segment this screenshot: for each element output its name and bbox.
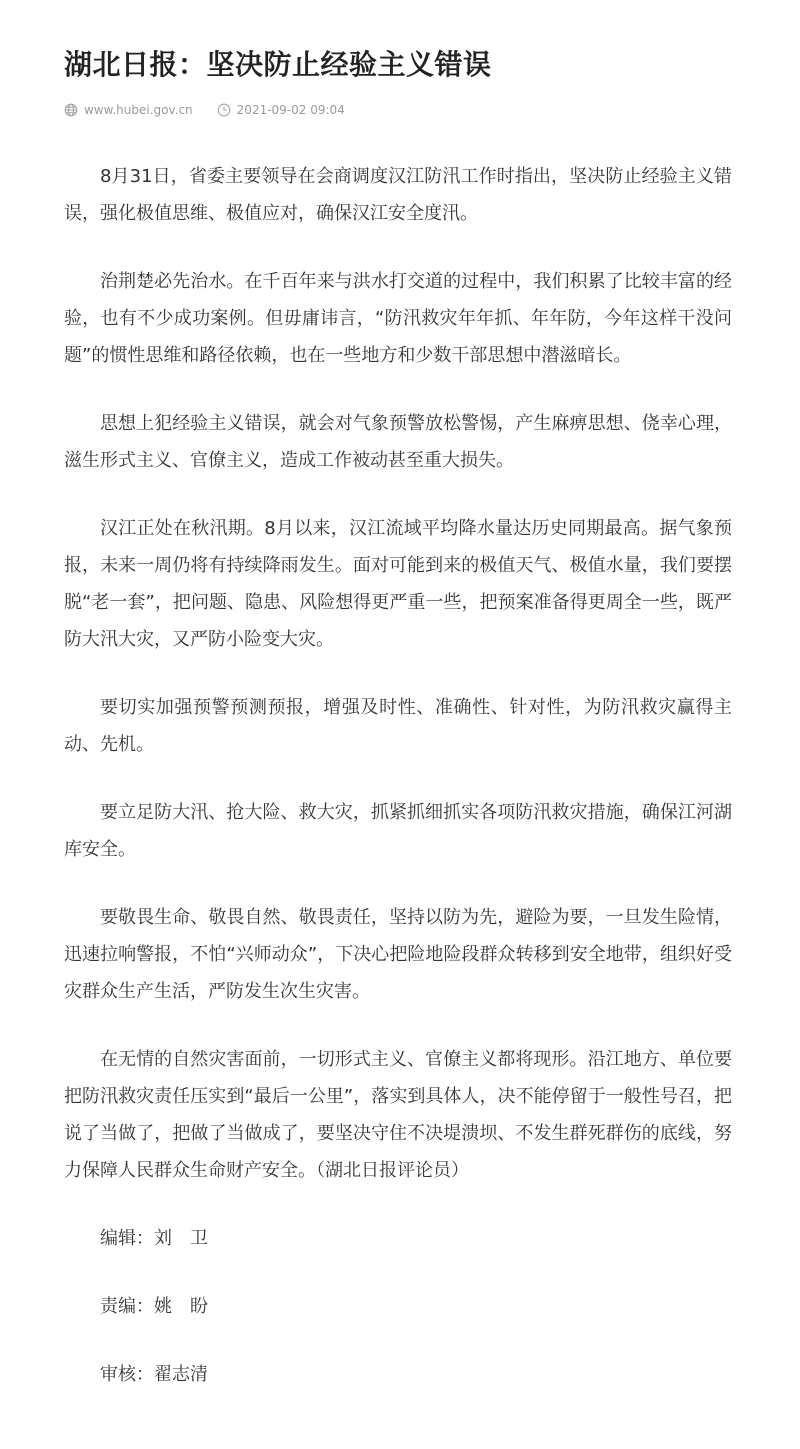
publish-time-text: 2021-09-02 09:04: [236, 103, 345, 117]
article: [64, 40, 732, 1424]
article-paragraph: 要切实加强预警预测预报，增强及时性、准确性、针对性，为防汛救灾赢得主动、先机。: [64, 697, 732, 755]
article-paragraph: 治荆楚必先治水。在千百年来与洪水打交道的过程中，我们积累了比较丰富的经验，也有不少成功案例。但毋庸讳言，“防汛救灾年年抓、年年防，今年这样干没问题”的惯性思维和路径依赖，也在一些地方和少数干部思想中潜滋暗长。: [64, 271, 732, 366]
globe-icon: [64, 103, 78, 117]
publish-time: [217, 103, 345, 117]
reviewer-credit: 审核：翟志清: [100, 1364, 208, 1385]
article-paragraph: 思想上犯经验主义错误，就会对气象预警放松警惕，产生麻痹思想、侥幸心理，滋生形式主义、官僚主义，造成工作被动甚至重大损失。: [64, 413, 732, 471]
article-paragraph: 汉江正处在秋汛期。8月以来，汉江流域平均降水量达历史同期最高。据气象预报，未来一周仍将有持续降雨发生。面对可能到来的极值天气、极值水量，我们要摆脱“老一套”，把问题、隐患、风险想得更严重一些，把预案准备得更周全一些，既严防大汛大灾，又严防小险变大灾。: [64, 518, 732, 650]
article-paragraph: 要敬畏生命、敬畏自然、敬畏责任，坚持以防为先，避险为要，一旦发生险情，迅速拉响警报，不怕“兴师动众”，下决心把险地险段群众转移到安全地带，组织好受灾群众生产生活，严防发生次生灾害。: [64, 907, 732, 1002]
responsible-editor-credit: 责编：姚 盼: [100, 1296, 208, 1317]
article-paragraph: 在无情的自然灾害面前，一切形式主义、官僚主义都将现形。沿江地方、单位要把防汛救灾责任压实到“最后一公里”，落实到具体人，决不能停留于一般性号召，把说了当做了，把做了当做成了，要坚决守住不决堤溃坝、不发生群死群伤的底线，努力保障人民群众生命财产安全。（湖北日报评论员）: [64, 1049, 732, 1181]
article-paragraph: 要立足防大汛、抢大险、救大灾，抓紧抓细抓实各项防汛救灾措施，确保江河湖库安全。: [64, 802, 732, 860]
source-text: www.hubei.gov.cn: [84, 103, 193, 117]
article-body: [64, 158, 732, 1393]
source-info: [64, 103, 193, 117]
article-title: 湖北日报：坚决防止经验主义错误: [64, 48, 492, 81]
editor-credit: 编辑：刘 卫: [100, 1228, 208, 1249]
clock-icon: [217, 103, 231, 117]
article-paragraph: 8月31日，省委主要领导在会商调度汉江防汛工作时指出，坚决防止经验主义错误，强化极值思维、极值应对，确保汉江安全度汛。: [64, 166, 732, 224]
article-meta: [64, 100, 732, 120]
